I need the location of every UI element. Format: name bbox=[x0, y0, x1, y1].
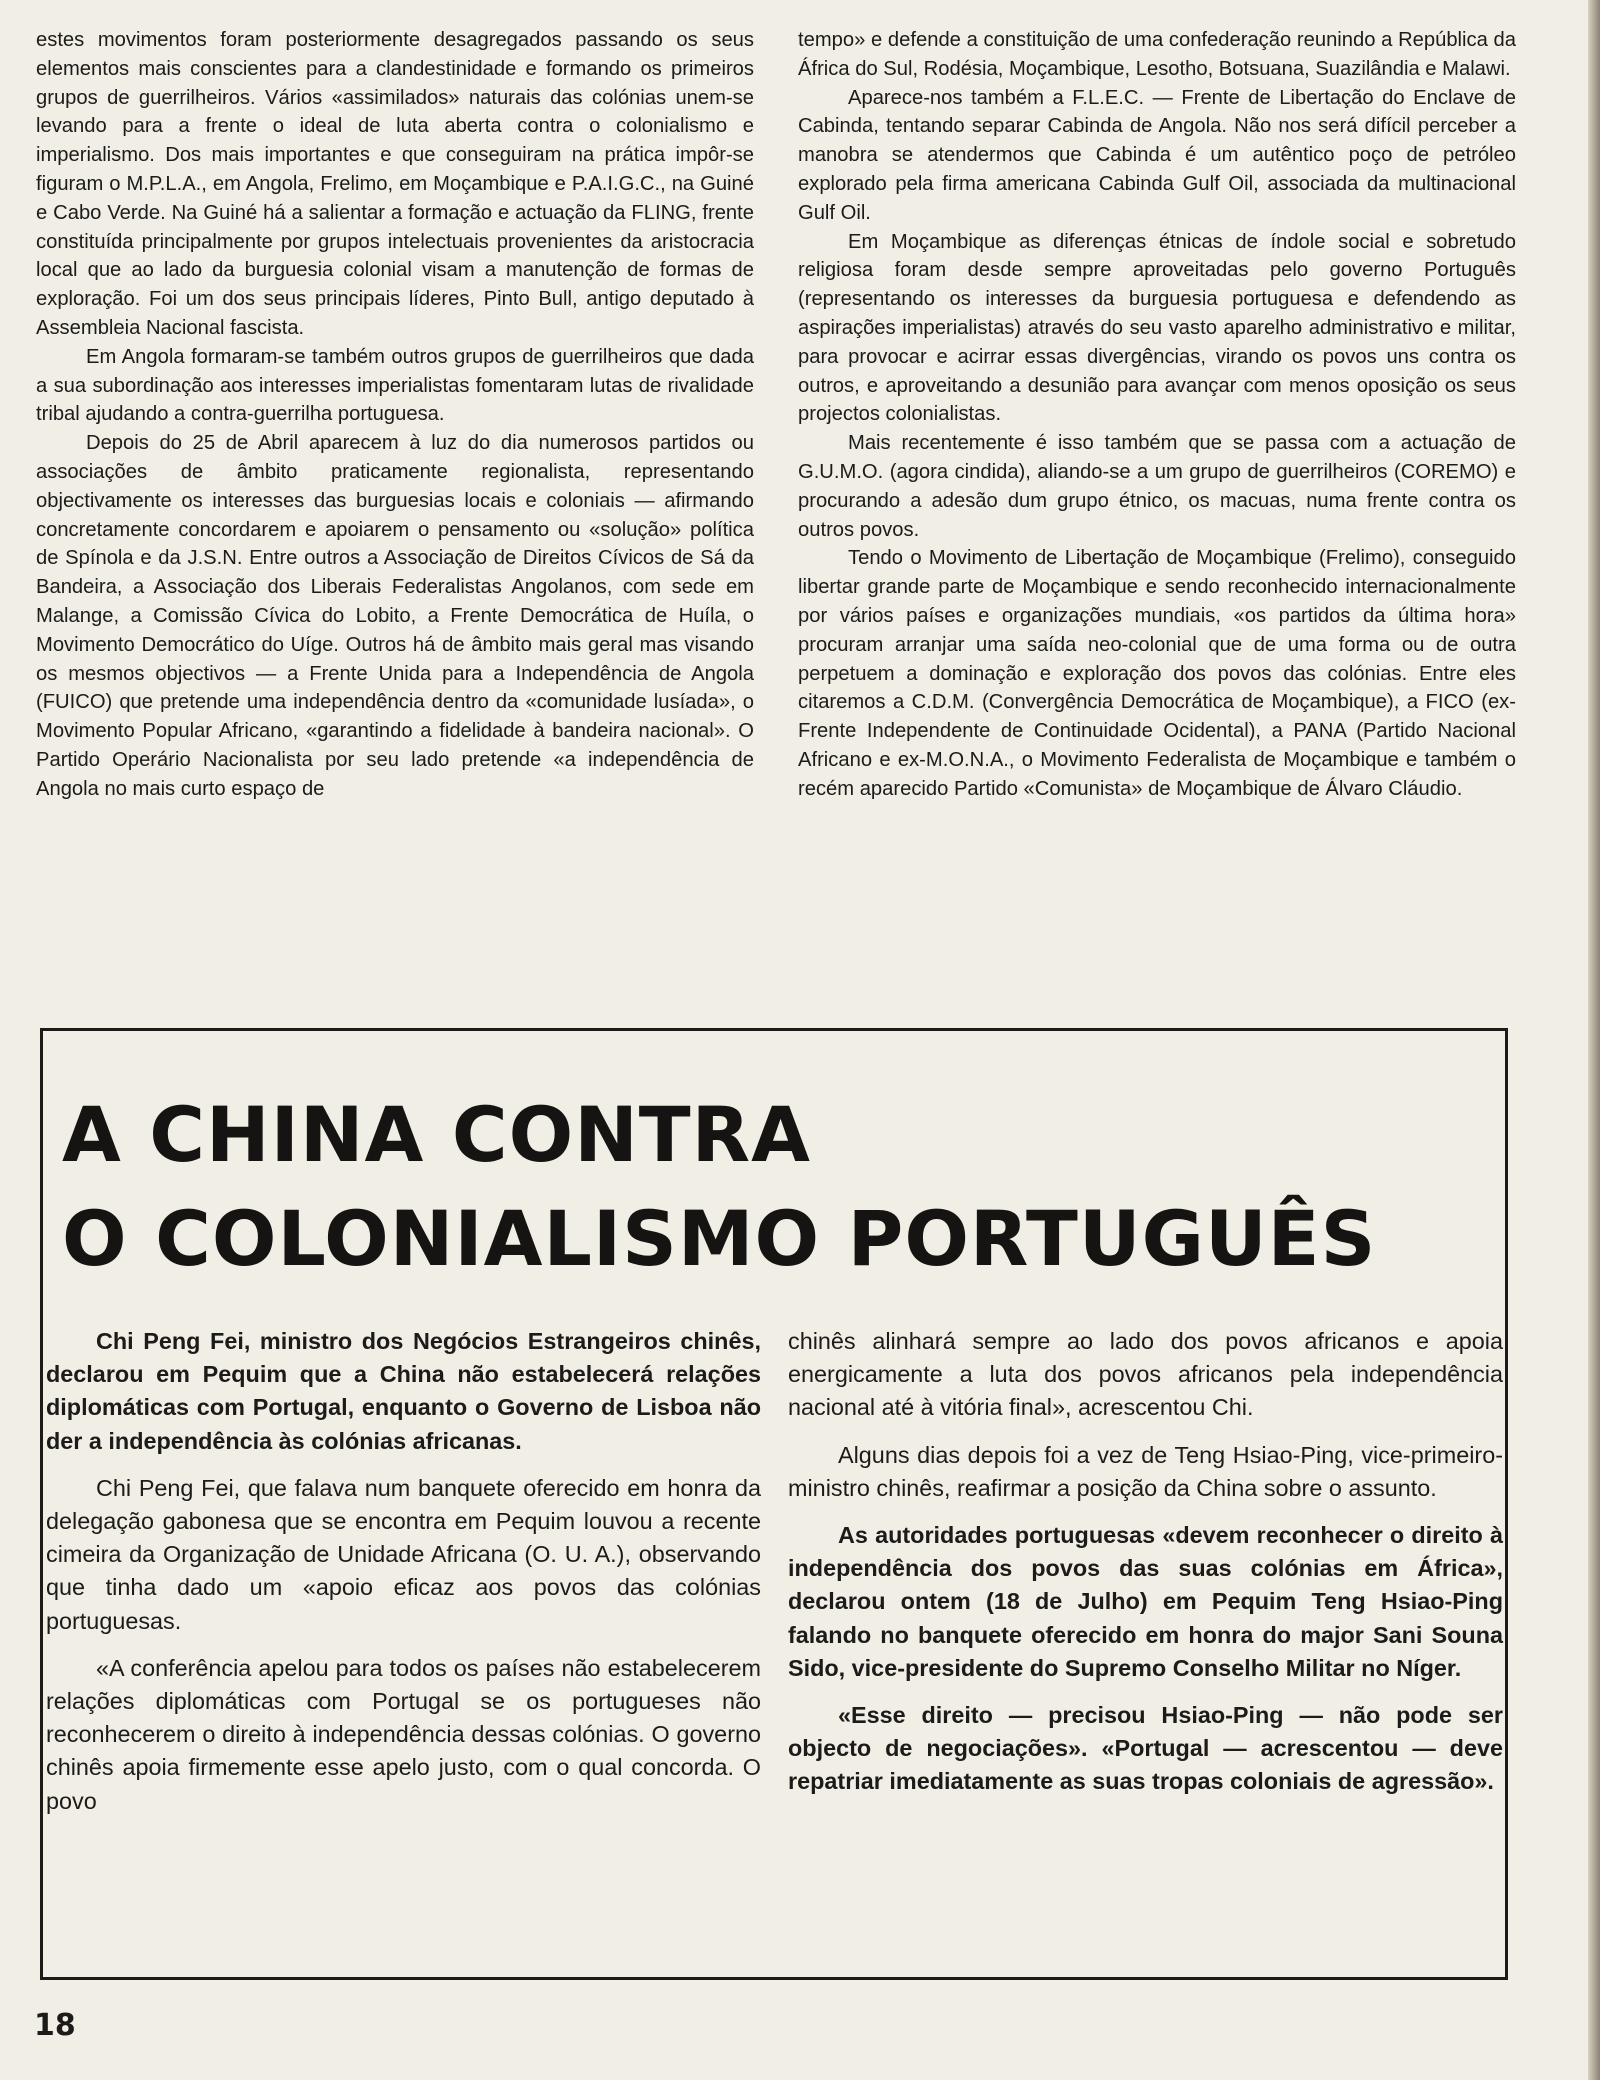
article-paragraph: Aparece-nos também a F.L.E.C. — Frente de Libertação do Enclave de Cabinda, tentando separar Cabinda de Angola. Não nos será difícil perceber a manobra se atendermos que Cabinda é um autêntico poço de petróleo explorado pela firma americana Cabinda Gulf Oil, associada da multinacional Gulf Oil. bbox=[798, 86, 1516, 224]
boxed-paragraph: chinês alinhará sempre ao lado dos povos africanos e apoia energicamente a luta dos povos africanos pela independência nacional até à vitória final», acrescentou Chi. bbox=[788, 1328, 1503, 1421]
boxed-paragraph: Alguns dias depois foi a vez de Teng Hsiao-Ping, vice-primeiro-ministro chinês, reafirmar a posição da China sobre o assunto. bbox=[788, 1441, 1503, 1501]
article-right-column bbox=[798, 26, 1516, 804]
page-number: 18 bbox=[34, 2008, 76, 2043]
article-paragraph: Em Angola formaram-se também outros grupos de guerrilheiros que dada a sua subordinação aos interesses imperialistas fomentaram lutas de rivalidade tribal ajudando a contra-guerrilha portuguesa. bbox=[36, 345, 754, 426]
boxed-paragraph: Chi Peng Fei, que falava num banquete oferecido em honra da delegação gabonesa que se encontra em Pequim louvou a recente cimeira da Organização de Unidade Africana (O. U. A.), observando que tinha dado um «apoio eficaz aos povos das colónias portuguesas. bbox=[46, 1474, 761, 1634]
article-paragraph: Mais recentemente é isso também que se passa com a actuação de G.U.M.O. (agora cindida), aliando-se a um grupo de guerrilheiros (COREMO) e procurando a adesão dum grupo étnico, os macuas, numa frente contra os outros povos. bbox=[798, 432, 1516, 541]
article-paragraph: tempo» e defende a constituição de uma confederação reunindo a República da África do Sul, Rodésia, Moçambique, Lesotho, Botsuana, Suazilândia e Malawi. bbox=[798, 29, 1516, 80]
binding-edge bbox=[1588, 0, 1600, 2080]
article-paragraph: estes movimentos foram posteriormente desagregados passando os seus elementos mais conscientes para a clandestinidade e formando os primeiros grupos de guerrilheiros. Vários «assimilados» naturais das colónias unem-se levando para a frente o ideal de luta aberta contra o colonialismo e imperialismo. Dos mais importantes e que conseguiram na prática impôr-se figuram o M.P.L.A., em Angola, Frelimo, em Moçambique e P.A.I.G.C., na Guiné e Cabo Verde. Na Guiné há a salientar a formação e actuação da FLING, frente constituída principalmente por grupos intelectuais provenientes da aristocracia local que ao lado da burguesia colonial visam a manutenção de formas de exploração. Foi um dos seus principais líderes, Pinto Bull, antigo deputado à Assembleia Nacional fascista. bbox=[36, 29, 754, 339]
article-left-column bbox=[36, 26, 754, 804]
headline-line-1: A CHINA CONTRA bbox=[62, 1090, 811, 1179]
headline-line-2: O COLONIALISMO PORTUGUÊS bbox=[62, 1194, 1377, 1283]
article-paragraph: Tendo o Movimento de Libertação de Moçambique (Frelimo), conseguido libertar grande parte de Moçambique e sendo reconhecido internacionalmente por vários países e organizações mundiais, «os partidos da última hora» procuram arranjar uma saída neo-colonial que de uma forma ou de outra perpetuem a dominação e exploração dos povos das colónias. Entre eles citaremos a C.D.M. (Convergência Democrática de Moçambique), a FICO (ex-Frente Independente de Continuidade Ocidental), a PANA (Partido Nacional Africano e ex-M.O.N.A., o Movimento Federalista de Moçambique e também o recém aparecido Partido «Comunista» de Moçambique de Álvaro Cláudio. bbox=[798, 547, 1516, 800]
article-paragraph: Depois do 25 de Abril aparecem à luz do dia numerosos partidos ou associações de âmbito praticamente regionalista, representando objectivamente os interesses das burguesias locais e coloniais — afirmando concretamente concordarem e apoiarem o pensamento ou «solução» política de Spínola e da J.S.N. Entre outros a Associação de Direitos Cívicos de Sá da Bandeira, a Associação dos Liberais Federalistas Angolanos, com sede em Malange, a Comissão Cívica do Lobito, a Frente Democrática de Huíla, o Movimento Democrático do Uíge. Outros há de âmbito mais geral mas visando os mesmos objectivos — a Frente Unida para a Independência de Angola (FUICO) que pretende uma independência dentro da «comunidade lusíada», o Movimento Popular Africano, «garantindo a fidelidade à bandeira nacional». O Partido Operário Nacionalista por seu lado pretende «a independência de Angola no mais curto espaço de bbox=[36, 432, 754, 800]
boxed-quote-paragraph: «Esse direito — precisou Hsiao-Ping — não pode ser objecto de negociações». «Portugal — acrescentou — deve repatriar imediatamente as suas tropas coloniais de agressão». bbox=[788, 1702, 1503, 1795]
boxed-article-headline bbox=[62, 1085, 1532, 1289]
boxed-left-column bbox=[46, 1325, 761, 1832]
boxed-lead-paragraph: Chi Peng Fei, ministro dos Negócios Estrangeiros chinês, declarou em Pequim que a China não estabelecerá relações diplomáticas com Portugal, enquanto o Governo de Lisboa não der a independência às colónias africanas. bbox=[46, 1328, 761, 1454]
boxed-quote-paragraph: As autoridades portuguesas «devem reconhecer o direito à independência dos povos das suas colónias em África», declarou ontem (18 de Julho) em Pequim Teng Hsiao-Ping falando no banquete oferecido em honra do major Sani Souna Sido, vice-presidente do Supremo Conselho Militar no Níger. bbox=[788, 1522, 1503, 1681]
boxed-right-column bbox=[788, 1325, 1503, 1813]
boxed-article-body bbox=[46, 1325, 1504, 1965]
article-paragraph: Em Moçambique as diferenças étnicas de índole social e sobretudo religiosa foram desde sempre aproveitadas pelo governo Português (representando os interesses da burguesia portuguesa e defendendo as aspirações imperialistas) através do seu vasto aparelho administrativo e militar, para provocar e acirrar essas divergências, virando os povos uns contra os outros, e aproveitando a desunião para avançar com menos oposição os seus projectos colonialistas. bbox=[798, 230, 1516, 426]
article-continuation bbox=[36, 26, 1516, 986]
boxed-paragraph: «A conferência apelou para todos os países não estabelecerem relações diplomáticas com Portugal se os portugueses não reconhecerem o direito à independência dessas colónias. O governo chinês apoia firmemente esse apelo justo, com o qual concorda. O povo bbox=[46, 1654, 761, 1814]
